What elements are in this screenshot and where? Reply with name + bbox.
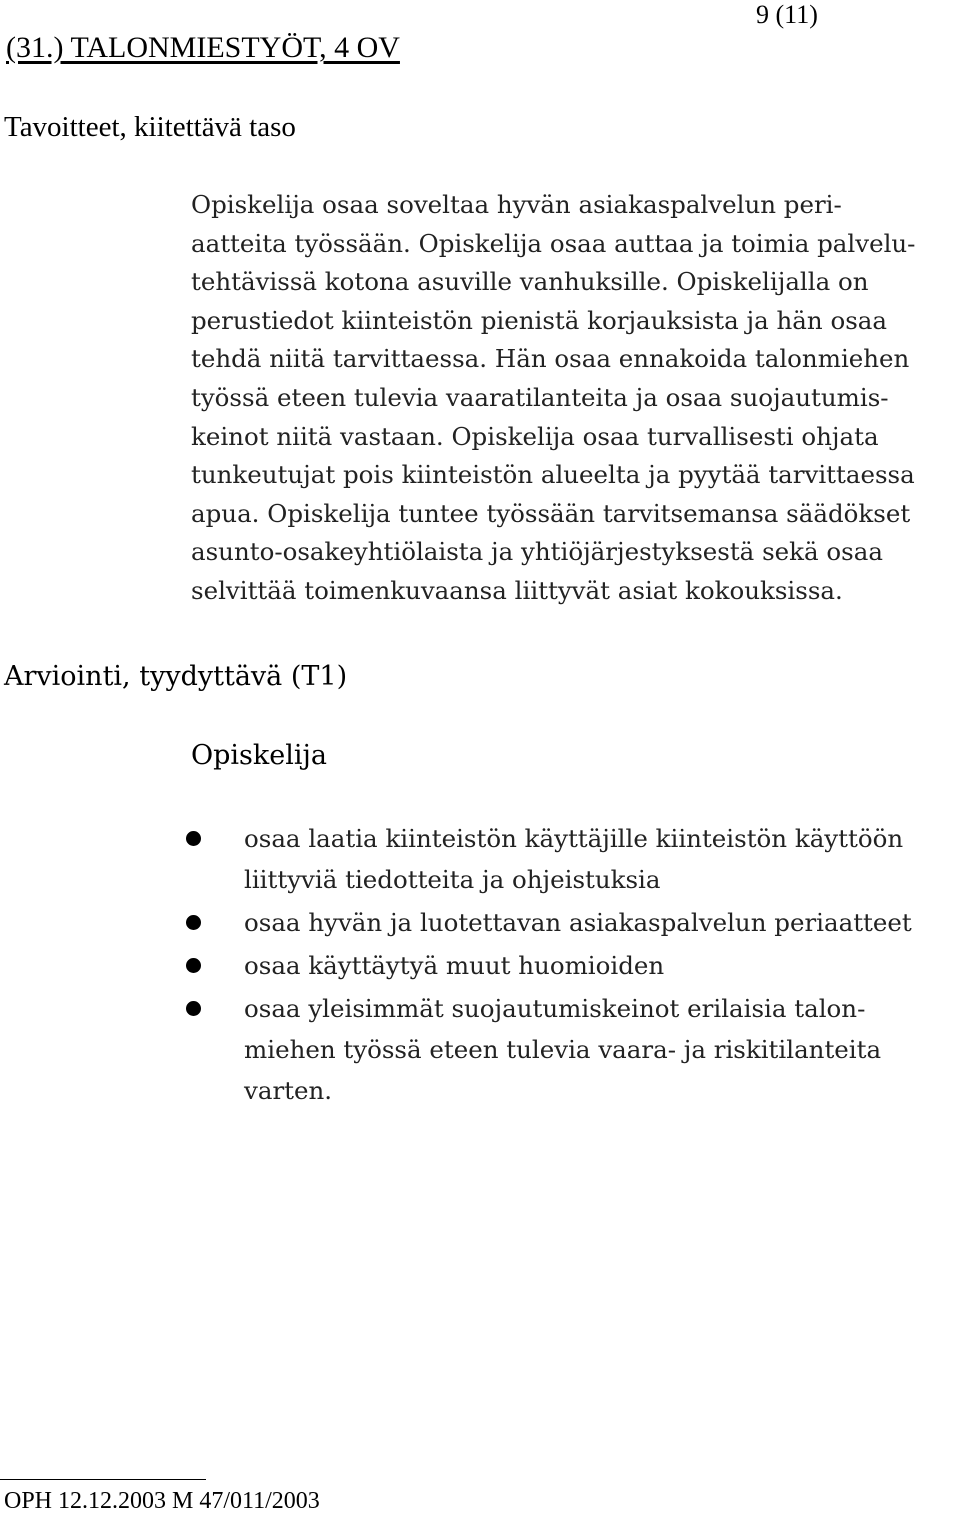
- goals-line: Opiskelija osaa soveltaa hyvän asiakaspalvelun peri-: [191, 190, 842, 219]
- list-item: [176, 945, 936, 986]
- bullet-icon: [186, 1001, 201, 1016]
- document-title: (31.) TALONMIESTYÖT, 4 OV: [6, 31, 400, 64]
- goals-line: apua. Opiskelija tuntee työssään tarvitsemansa säädökset: [191, 498, 911, 528]
- goals-paragraph: [191, 186, 936, 611]
- list-item: [176, 988, 936, 1111]
- list-item: [176, 902, 936, 943]
- bullet-icon: [186, 958, 201, 973]
- goals-line: keinot niitä vastaan. Opiskelija osaa turvallisesti ohjata: [191, 421, 879, 451]
- goals-line: selvittää toimenkuvaansa liittyvät asiat kokouksissa.: [191, 575, 843, 605]
- bullet-icon: [186, 831, 201, 846]
- list-item-line: varten.: [244, 1076, 333, 1105]
- page-number: 9 (11): [756, 0, 818, 29]
- criteria-list: [176, 818, 936, 1113]
- footer-reference: OPH 12.12.2003 M 47/011/2003: [4, 1488, 320, 1514]
- list-item-line: osaa yleisimmät suojautumiskeinot erilaisia talon-: [244, 994, 866, 1023]
- goals-line: tunkeutujat pois kiinteistön alueelta ja pyytää tarvittaessa: [191, 460, 915, 490]
- goals-line: perustiedot kiinteistön pienistä korjauksista ja hän osaa: [191, 305, 887, 335]
- list-item-line: osaa laatia kiinteistön käyttäjille kiinteistön käyttöön: [244, 824, 904, 853]
- bullet-icon: [186, 915, 201, 930]
- goals-line: tehdä niitä tarvittaessa. Hän osaa ennakoida talonmiehen: [191, 344, 910, 374]
- footer-divider: [0, 1479, 206, 1480]
- list-item-line: osaa käyttäytyä muut huomioiden: [244, 951, 665, 980]
- goals-line: asunto-osakeyhtiölaista ja yhtiöjärjestyksestä sekä osaa: [191, 537, 883, 567]
- assessment-subheading: Opiskelija: [191, 740, 327, 771]
- list-item-line: liittyviä tiedotteita ja ohjeistuksia: [244, 865, 661, 894]
- list-item-line: miehen työssä eteen tulevia vaara- ja riskitilanteita: [244, 1035, 882, 1064]
- list-item-line: osaa hyvän ja luotettavan asiakaspalvelun periaatteet: [244, 908, 912, 937]
- assessment-heading: Arviointi, tyydyttävä (T1): [4, 661, 348, 692]
- goals-line: tehtävissä kotona asuville vanhuksille. Opiskelijalla on: [191, 267, 869, 297]
- goals-heading: Tavoitteet, kiitettävä taso: [4, 111, 296, 143]
- goals-line: työssä eteen tulevia vaaratilanteita ja osaa suojautumis-: [191, 382, 889, 412]
- goals-line: aatteita työssään. Opiskelija osaa auttaa ja toimia palvelu-: [191, 228, 916, 258]
- list-item: [176, 818, 936, 900]
